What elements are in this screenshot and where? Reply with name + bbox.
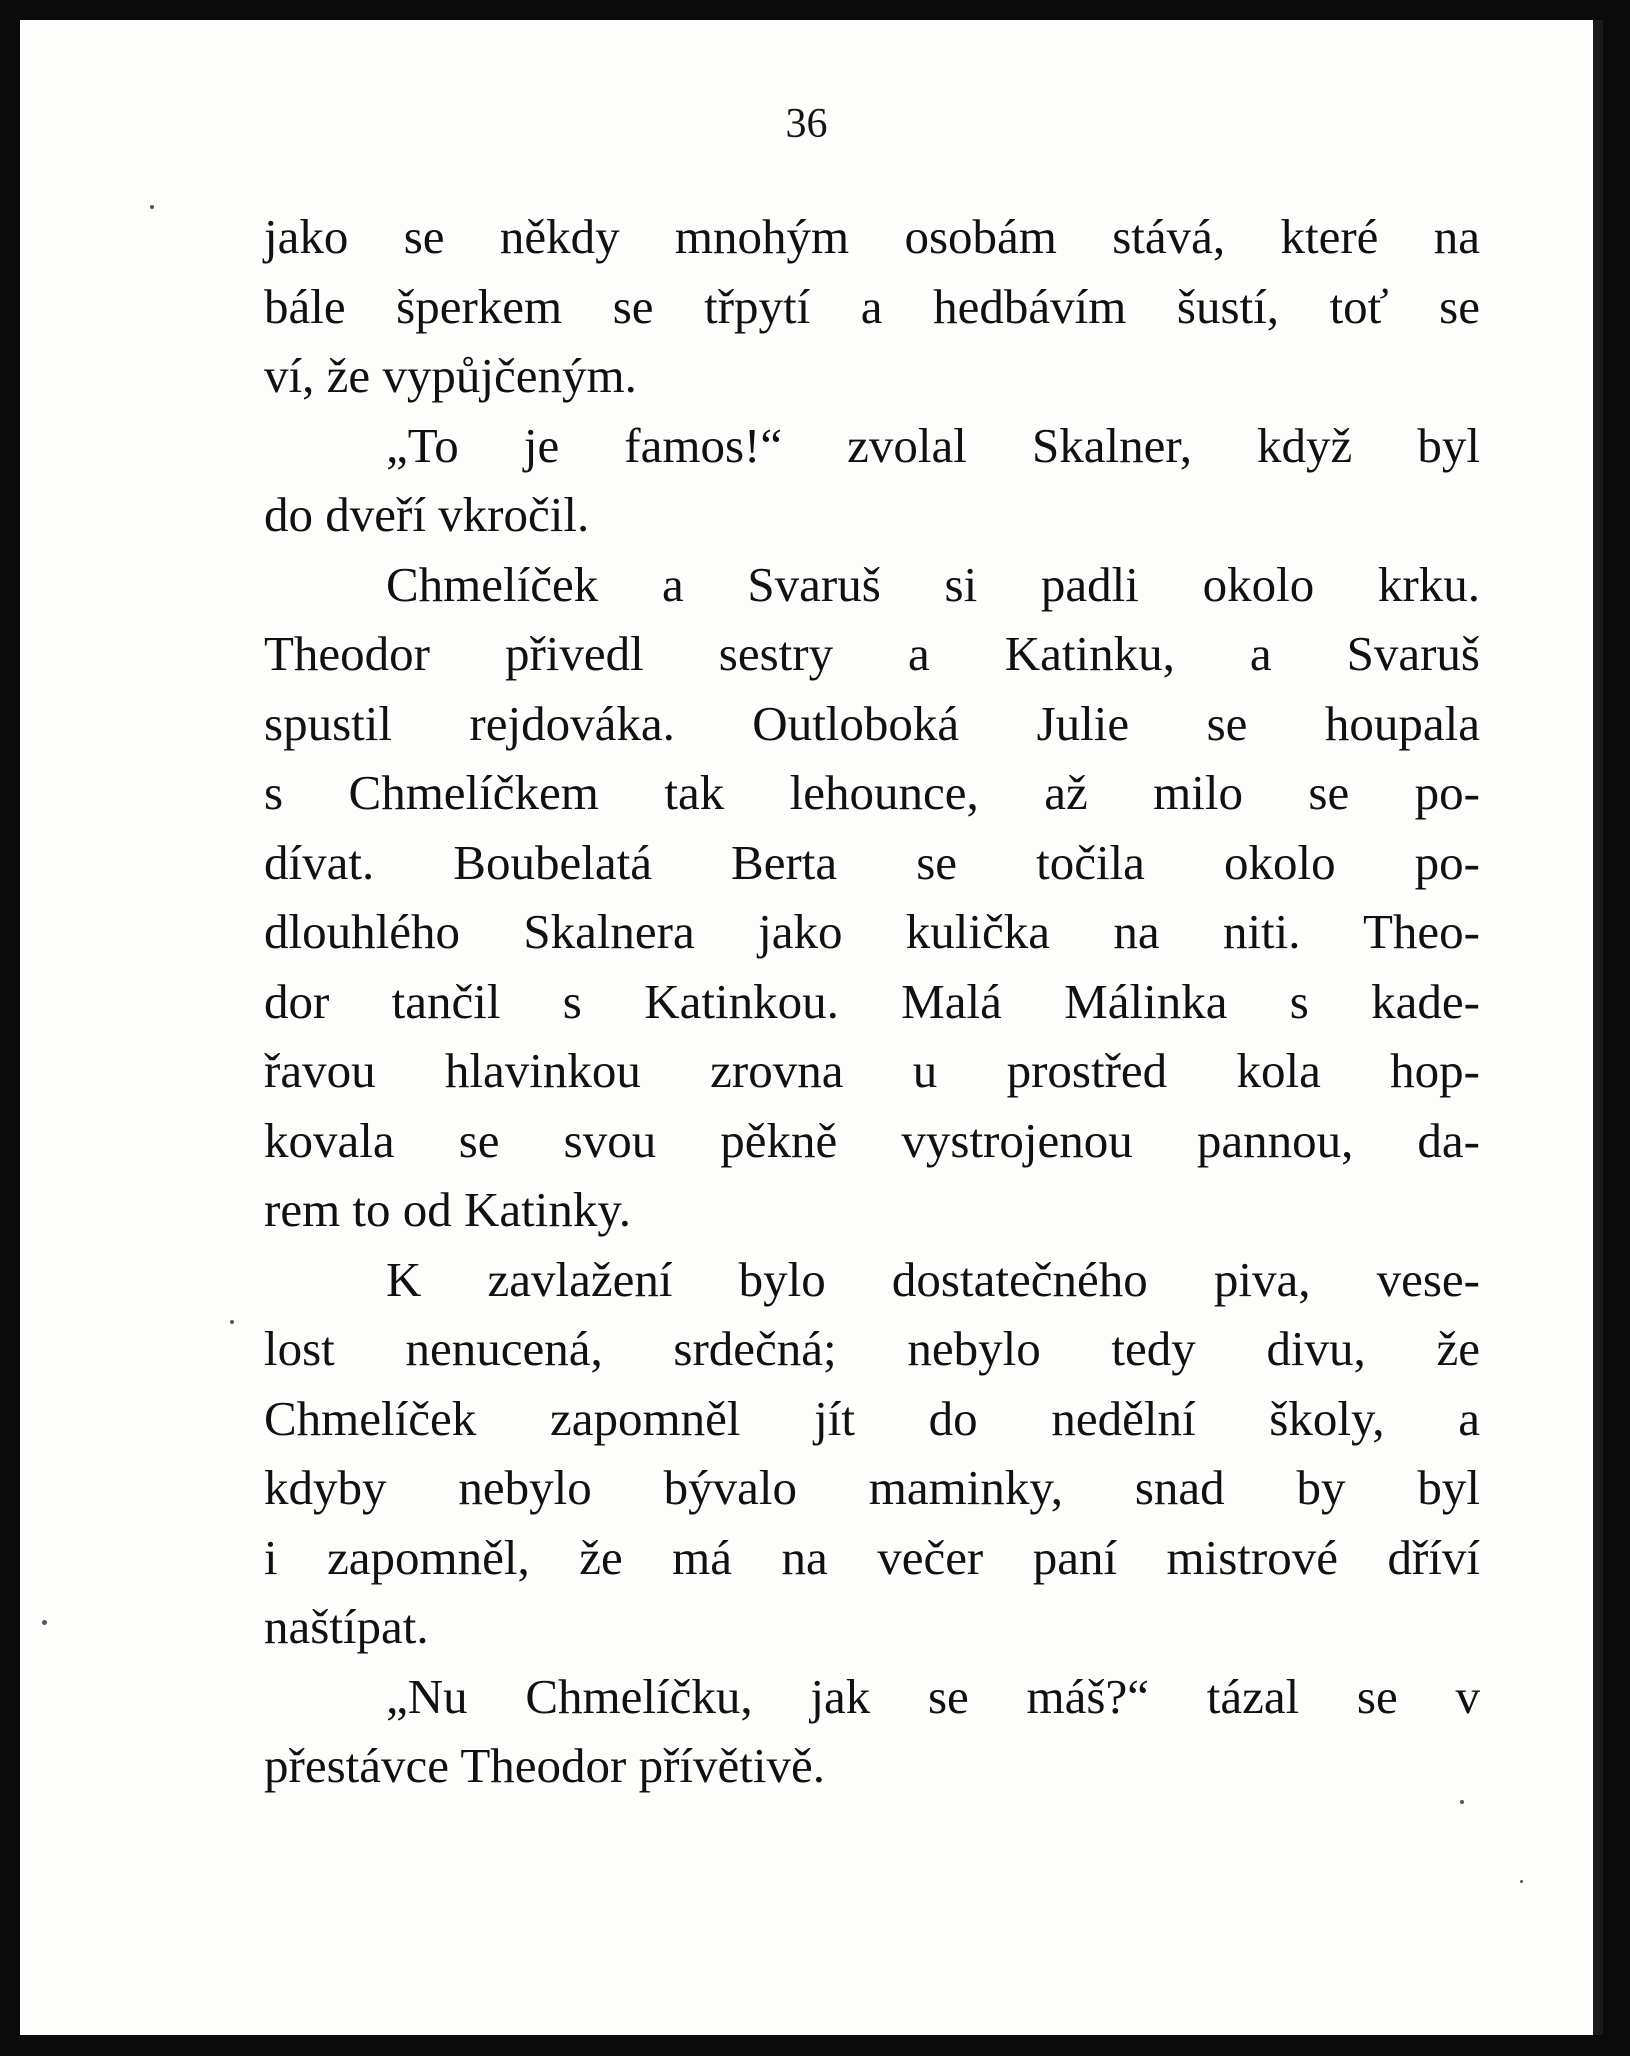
text-line: s Chmelíčkem tak lehounce, až milo se po- xyxy=(264,765,1480,820)
text-line: dlouhlého Skalnera jako kulička na niti. Theo- xyxy=(264,904,1480,959)
paper-speck xyxy=(1460,1800,1464,1804)
book-page xyxy=(20,20,1593,2035)
paper-speck xyxy=(230,1320,234,1324)
page-number: 36 xyxy=(785,101,828,147)
text-line: kovala se svou pěkně vystrojenou pannou, da- xyxy=(264,1112,1480,1168)
text-line: „Nu Chmelíčku, jak se máš?“ tázal se v xyxy=(386,1668,1480,1724)
page-edge xyxy=(1593,20,1603,2035)
text-line: naštípat. xyxy=(264,1599,429,1654)
text-line: přestávce Theodor přívětivě. xyxy=(264,1738,826,1793)
text-line: „To je famos!“ zvolal Skalner, když byl xyxy=(386,417,1480,473)
paragraph-4 xyxy=(264,1245,1480,1662)
text-line: lost nenucená, srdečná; nebylo tedy divu, že xyxy=(264,1321,1480,1376)
text-line: K zavlažení bylo dostatečného piva, vese- xyxy=(386,1251,1480,1307)
text-line: rem to od Katinky. xyxy=(264,1182,631,1237)
text-line: dívat. Boubelatá Berta se točila okolo po- xyxy=(264,834,1480,890)
text-line: ví, že vypůjčeným. xyxy=(264,348,637,403)
paragraph-2 xyxy=(264,411,1480,550)
text-line: Chmelíček a Svaruš si padli okolo krku. xyxy=(386,556,1480,612)
text-line: do dveří vkročil. xyxy=(264,487,590,542)
text-line: Theodor přivedl sestry a Katinku, a Svaruš xyxy=(264,626,1480,681)
paragraph-5 xyxy=(264,1662,1480,1801)
paper-speck xyxy=(1520,1880,1523,1883)
text-line: řavou hlavinkou zrovna u prostřed kola hop- xyxy=(264,1043,1480,1098)
text-line: kdyby nebylo bývalo maminky, snad by byl xyxy=(264,1460,1480,1515)
text-line: dor tančil s Katinkou. Malá Málinka s kade- xyxy=(264,973,1480,1029)
text-line: Chmelíček zapomněl jít do nedělní školy, a xyxy=(264,1390,1480,1446)
text-line: bále šperkem se třpytí a hedbávím šustí, toť se xyxy=(264,278,1480,334)
text-line: spustil rejdováka. Outloboká Julie se houpala xyxy=(264,695,1480,751)
text-line: i zapomněl, že má na večer paní mistrové dříví xyxy=(264,1529,1480,1585)
paragraph-1 xyxy=(264,202,1480,411)
paper-speck xyxy=(150,205,154,209)
paper-speck xyxy=(42,1620,47,1625)
body-text xyxy=(264,202,1480,1801)
paragraph-3 xyxy=(264,550,1480,1245)
text-line: jako se někdy mnohým osobám stává, které na xyxy=(264,209,1480,264)
